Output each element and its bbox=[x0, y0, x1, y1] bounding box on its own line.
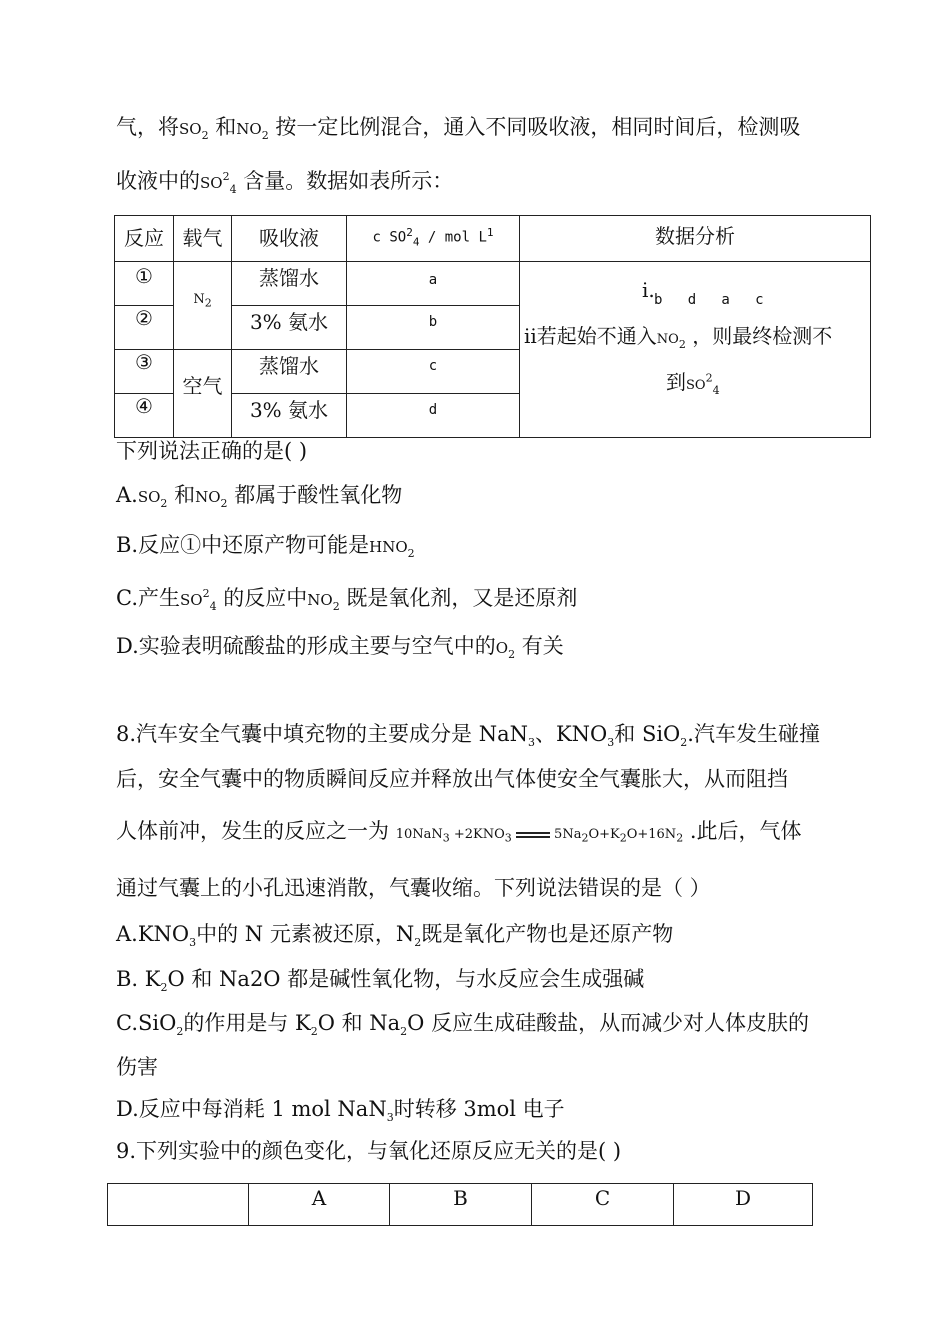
superscript: 2 bbox=[705, 371, 713, 385]
text: 的反应中 bbox=[223, 586, 308, 610]
formula: SO bbox=[686, 378, 706, 393]
gas-n2 bbox=[174, 262, 231, 310]
text: 和 SiO bbox=[614, 722, 681, 746]
row-liquid bbox=[232, 306, 347, 350]
subscript: 2 bbox=[407, 547, 415, 561]
text: N bbox=[193, 292, 205, 307]
text: 8.汽车安全气囊中填充物的主要成分是 NaN bbox=[116, 722, 528, 746]
q9-col-c bbox=[532, 1184, 674, 1226]
q8-option-c: C.SiO$_2$的作用是与 $K_2O$ 和 $Na_2O$ 反应生成硅酸盐，从而减少对人体皮肤的 bbox=[116, 1011, 810, 1039]
text: D bbox=[734, 1186, 752, 1210]
formula: SO bbox=[180, 591, 203, 609]
text: 吸收液 bbox=[259, 226, 319, 250]
row-val bbox=[347, 262, 520, 306]
text: ① bbox=[135, 264, 153, 288]
subscript: 2 bbox=[201, 129, 209, 143]
q7-option-c bbox=[116, 580, 577, 621]
text: a bbox=[428, 272, 438, 288]
q9-col-a bbox=[249, 1184, 390, 1226]
q9-table bbox=[107, 1183, 813, 1226]
text: B. K bbox=[116, 967, 161, 991]
row-num bbox=[115, 350, 174, 394]
th-liquid bbox=[232, 216, 347, 262]
q8-option-c-cont: 伤害 bbox=[116, 1055, 158, 1079]
text: 和 bbox=[215, 115, 237, 139]
q8-line-4: 通过气囊上的小孔迅速消散，气囊收缩。下列说法错误的是（ ） bbox=[116, 876, 711, 900]
text: 既是氧化剂，又是还原剂 bbox=[346, 586, 578, 610]
text: 气，将 bbox=[116, 115, 179, 139]
text: 都属于酸性氧化物 bbox=[234, 483, 403, 507]
text: 空气 bbox=[182, 374, 223, 398]
formula: NO bbox=[656, 332, 679, 347]
subscript: 4 bbox=[209, 600, 217, 614]
subscript: 4 bbox=[229, 183, 237, 197]
text: 时转移 3mol 电子 bbox=[393, 1097, 565, 1121]
text: ② bbox=[135, 306, 153, 330]
text: 有关 bbox=[521, 634, 564, 658]
subscript: 2 bbox=[508, 648, 516, 662]
text: 蒸馏水 bbox=[259, 266, 319, 290]
text: 蒸馏水 bbox=[259, 354, 319, 378]
text: ③ bbox=[135, 350, 153, 374]
formula: O bbox=[495, 639, 509, 657]
text: 、KNO bbox=[534, 722, 608, 746]
formula: NO bbox=[307, 591, 333, 609]
text: 和 bbox=[174, 483, 196, 507]
text: O 反应生成硅酸盐，从而减少对人体皮肤的 bbox=[407, 1011, 810, 1035]
intro-line-2 bbox=[116, 163, 453, 204]
text: ④ bbox=[135, 394, 153, 418]
subscript: 4 bbox=[712, 384, 720, 397]
text: d bbox=[428, 402, 438, 418]
text: C.SiO bbox=[116, 1011, 177, 1035]
row-num bbox=[115, 262, 174, 306]
th-gas bbox=[174, 216, 232, 262]
q8-line-3 bbox=[116, 817, 802, 853]
text: c SO bbox=[372, 229, 407, 246]
text: 3% 氨水 bbox=[249, 398, 329, 422]
formula-no2: NO bbox=[236, 120, 262, 138]
superscript: 2 bbox=[222, 170, 230, 183]
equation-equals-sign bbox=[516, 832, 550, 838]
text: 3% 氨水 bbox=[249, 310, 329, 334]
q7-stem: 下列说法正确的是( ) bbox=[116, 439, 308, 463]
th-reaction bbox=[115, 216, 174, 262]
gas-n2-cell bbox=[174, 262, 232, 350]
text: A.KNO bbox=[116, 922, 190, 946]
row-val bbox=[347, 306, 520, 350]
gas-air-cell bbox=[174, 350, 232, 438]
text: D.反应中每消耗 1 mol NaN bbox=[116, 1097, 387, 1121]
text: B.反应①中还原产物可能是 bbox=[116, 533, 370, 557]
text bbox=[108, 1184, 248, 1186]
q7-option-d bbox=[116, 632, 564, 669]
text: D.实验表明硫酸盐的形成主要与空气中的 bbox=[116, 634, 496, 658]
subscript: 2 bbox=[678, 338, 686, 351]
analysis-i bbox=[642, 278, 655, 302]
subscript: 2 bbox=[261, 129, 269, 143]
text: 的作用是与 K bbox=[183, 1011, 311, 1035]
q9-col-d bbox=[674, 1184, 813, 1226]
formula-so2: SO bbox=[179, 120, 202, 138]
superscript: 1 bbox=[486, 226, 494, 239]
text: 反应 bbox=[124, 226, 164, 250]
row-liquid bbox=[232, 350, 347, 394]
text: A bbox=[311, 1186, 327, 1210]
analysis-ii bbox=[524, 320, 832, 351]
text: / mol L bbox=[427, 229, 487, 246]
analysis-i-values: b d a c bbox=[654, 292, 764, 308]
data-table bbox=[114, 215, 871, 438]
formula-so4: SO bbox=[200, 174, 223, 192]
q7-option-a bbox=[116, 481, 402, 518]
superscript: 2 bbox=[406, 226, 413, 239]
q9-col-blank bbox=[108, 1184, 249, 1226]
text: .汽车发生碰撞 bbox=[687, 722, 820, 746]
text: 载气 bbox=[182, 226, 223, 250]
text: 人体前冲，发生的反应之一为 bbox=[116, 819, 389, 843]
analysis-cell bbox=[520, 262, 871, 438]
formula: SO bbox=[137, 488, 161, 506]
text: ，则最终检测不 bbox=[692, 324, 833, 348]
text: C bbox=[594, 1186, 611, 1210]
text: b bbox=[428, 314, 438, 330]
q8-option-a: $A.KNO_3$中的 N 元素被还原，$N_2$既是氧化产物也是还原产物 bbox=[116, 922, 674, 950]
text: ii若起始不通入 bbox=[524, 324, 657, 348]
text: c bbox=[428, 358, 438, 374]
intro-line-1 bbox=[116, 113, 800, 150]
formula: HNO bbox=[369, 538, 408, 556]
text: A. bbox=[116, 483, 138, 507]
text: 含量。数据如表所示： bbox=[243, 169, 454, 193]
row-num bbox=[115, 306, 174, 350]
text: O 和 Na2O 都是碱性氧化物，与水反应会生成强碱 bbox=[167, 967, 645, 991]
row-liquid bbox=[232, 394, 347, 438]
text: 数据分析 bbox=[655, 224, 735, 248]
row-val bbox=[347, 350, 520, 394]
subscript: 2 bbox=[220, 497, 228, 511]
q9-col-b bbox=[390, 1184, 532, 1226]
row-liquid bbox=[232, 262, 347, 306]
subscript: 4 bbox=[412, 235, 420, 249]
text: O 和 Na bbox=[317, 1011, 401, 1035]
text: 中的 N 元素被还原，N bbox=[196, 922, 415, 946]
q9-stem: 9.下列实验中的颜色变化，与氧化还原反应无关的是( ) bbox=[116, 1139, 622, 1163]
superscript: 2 bbox=[202, 587, 210, 600]
text: i. bbox=[642, 278, 655, 302]
q7-option-b bbox=[116, 531, 415, 568]
subscript: 2 bbox=[332, 600, 340, 614]
text: 既是氧化产物也是还原产物 bbox=[421, 922, 674, 946]
subscript: 2 bbox=[204, 296, 212, 310]
concentration-header bbox=[347, 216, 519, 248]
q8-line-1: 8.汽车安全气囊中填充物的主要成分是 NaN$_3$、$KNO_3$和 SiO$_2$.汽车发生碰撞 bbox=[116, 722, 820, 750]
text: C.产生 bbox=[116, 586, 180, 610]
q8-option-b: B. $K_2O$ 和 Na2O 都是碱性氧化物，与水反应会生成强碱 bbox=[116, 967, 645, 995]
q8-line-2: 后，安全气囊中的物质瞬间反应并释放出气体使安全气囊胀大，从而阻挡 bbox=[116, 767, 788, 791]
row-val bbox=[347, 394, 520, 438]
text: .此后，气体 bbox=[689, 819, 802, 843]
th-analysis bbox=[520, 216, 871, 262]
text: 到 bbox=[666, 370, 686, 394]
text: B bbox=[453, 1186, 468, 1210]
text: 按一定比例混合，通入不同吸收液，相同时间后，检测吸 bbox=[275, 115, 801, 139]
th-concentration bbox=[347, 216, 520, 262]
q8-option-d: D.反应中每消耗 1 mol NaN$_3$时转移 3mol 电子 bbox=[116, 1097, 565, 1125]
text: 收液中的 bbox=[116, 169, 200, 193]
formula: NO bbox=[195, 488, 221, 506]
subscript: 2 bbox=[160, 497, 168, 511]
row-num bbox=[115, 394, 174, 438]
analysis-ii-cont bbox=[666, 366, 720, 397]
equation: $10NaN_3 +2KNO_3$ $5Na_2O+K_2O+16N_2$ bbox=[395, 827, 684, 845]
